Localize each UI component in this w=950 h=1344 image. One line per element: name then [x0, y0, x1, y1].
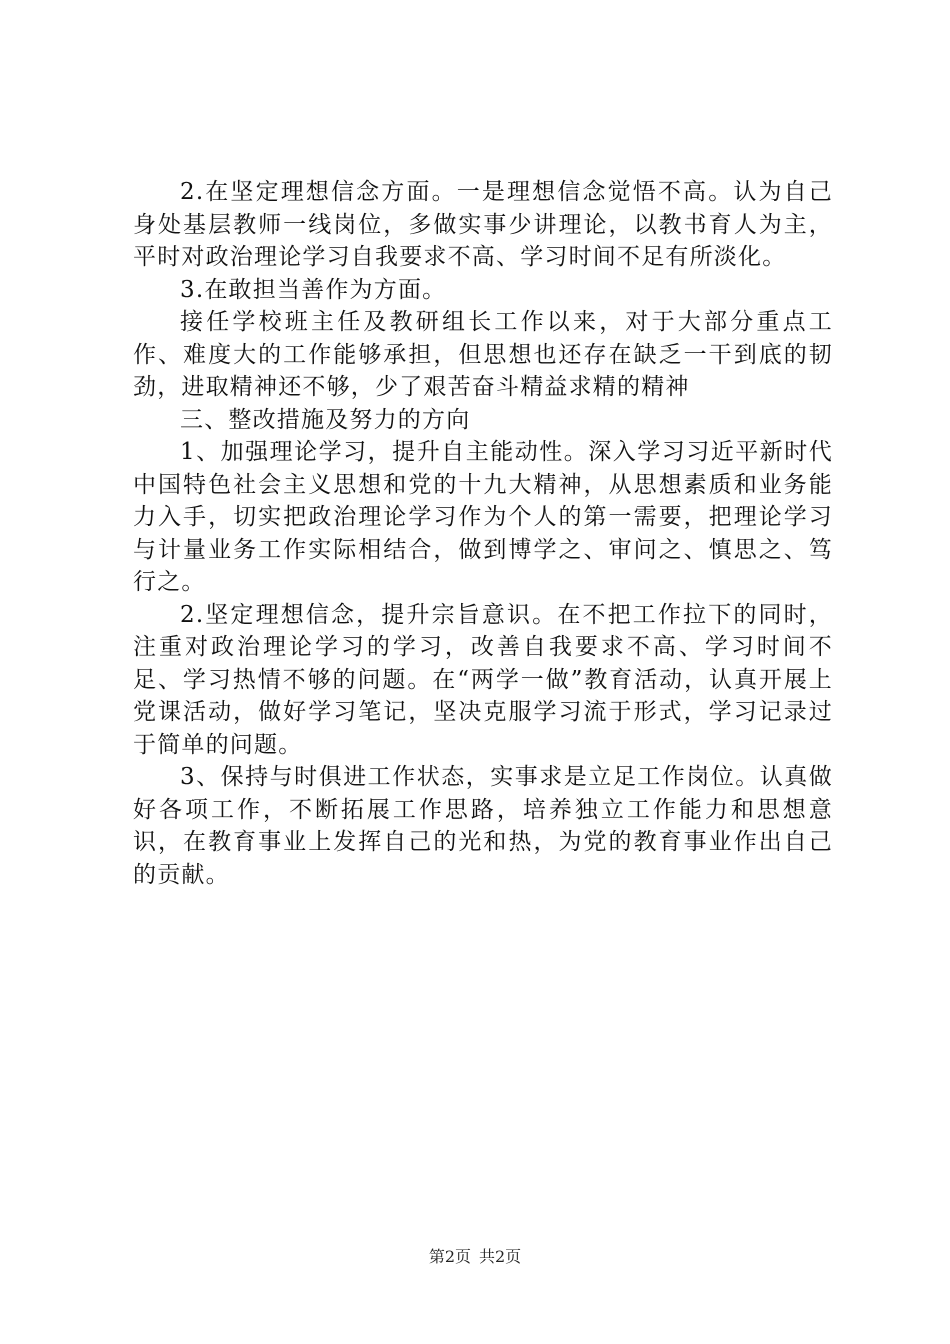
- document-body: [133, 176, 833, 891]
- page-number: 第2页: [428, 1247, 471, 1266]
- paragraph-measure-2: 2.坚定理想信念，提升宗旨意识。在不把工作拉下的同时，注重对政治理论学习的学习，改善自我要求不高、学习时间不足、学习热情不够的问题。在“两学一做”教育活动，认真开展上党课活动，做好学习笔记，坚决克服学习流于形式，学习记录过于简单的问题。: [133, 601, 833, 758]
- paragraph-measure-1: 1、加强理论学习，提升自主能动性。深入学习习近平新时代中国特色社会主义思想和党的十九大精神，从思想素质和业务能力入手，切实把政治理论学习作为个人的第一需要，把理论学习与计量业务工作实际相结合，做到博学之、审问之、慎思之、笃行之。: [133, 439, 833, 595]
- paragraph-responsibility-heading: 3.在敢担当善作为方面。: [180, 276, 447, 303]
- paragraph-responsibility-detail: 接任学校班主任及教研组长工作以来，对于大部分重点工作、难度大的工作能够承担，但思想也还存在缺乏一干到底的韧劲，进取精神还不够，少了艰苦奋斗精益求精的精神: [133, 309, 833, 400]
- section-heading-rectification: 三、整改措施及努力的方向: [180, 406, 471, 433]
- page-footer: [0, 1244, 950, 1267]
- paragraph-ideals-shortcoming: 2.在坚定理想信念方面。一是理想信念觉悟不高。认为自己身处基层教师一线岗位，多做实事少讲理论，以教书育人为主，平时对政治理论学习自我要求不高、学习时间不足有所淡化。: [133, 179, 833, 270]
- paragraph-measure-3: 3、保持与时俱进工作状态，实事求是立足工作岗位。认真做好各项工作，不断拓展工作思路，培养独立工作能力和思想意识，在教育事业上发挥自己的光和热，为党的教育事业作出自己的贡献。: [133, 764, 833, 888]
- page-total: 共2页: [479, 1247, 522, 1266]
